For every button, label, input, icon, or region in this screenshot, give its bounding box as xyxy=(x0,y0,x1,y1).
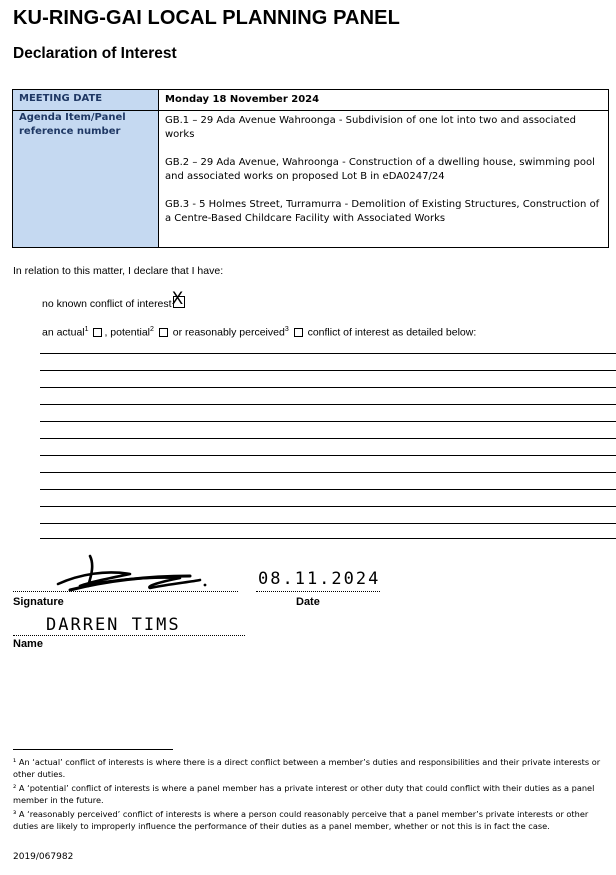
meeting-date-row xyxy=(13,90,609,111)
conflict-option: an actual$^1$ , potential$^2$ or reasonably perceived$^3$ conflict of interest as detailed below: xyxy=(42,326,477,339)
meeting-date-value: Monday 18 November 2024 xyxy=(159,90,609,111)
actual-checkbox[interactable] xyxy=(93,328,102,337)
footnote-ref-2: 2 xyxy=(150,326,154,333)
footnote-divider xyxy=(13,749,173,750)
agenda-item: GB.3 - 5 Holmes Street, Turramurra - Demolition of Existing Structures, Construction of a Centre-Based Childcare Facility with Associated Works xyxy=(165,199,600,224)
perceived-label: or reasonably perceived xyxy=(172,326,285,339)
declaration-intro: In relation to this matter, I declare that I have: xyxy=(13,265,224,277)
no-conflict-option xyxy=(42,289,185,310)
agenda-items xyxy=(159,111,609,248)
date-label: Date xyxy=(296,596,320,608)
date-line[interactable] xyxy=(256,590,380,592)
details-line xyxy=(40,404,616,405)
meeting-date-label: MEETING DATE xyxy=(13,90,159,111)
details-line xyxy=(40,489,616,490)
potential-label: potential xyxy=(110,326,150,339)
details-line xyxy=(40,370,616,371)
details-line xyxy=(40,387,616,388)
details-line xyxy=(40,472,616,473)
footnote-ref-3: 3 xyxy=(284,326,289,333)
conflict-tail-label: conflict of interest as detailed below: xyxy=(307,326,477,339)
details-line xyxy=(40,506,616,507)
perceived-checkbox[interactable] xyxy=(294,328,303,337)
handwritten-signature xyxy=(50,552,210,596)
agenda-row xyxy=(13,111,609,248)
details-line xyxy=(40,455,616,456)
footnotes xyxy=(13,757,603,835)
agenda-item: GB.1 – 29 Ada Avenue Wahroonga - Subdivision of one lot into two and associated works xyxy=(165,115,576,140)
handwritten-name: DARREN TIMS xyxy=(46,615,181,635)
details-line xyxy=(40,523,616,524)
footnote-ref-1: 1 xyxy=(84,326,89,333)
page-subtitle: Declaration of Interest xyxy=(13,45,177,62)
meeting-info-table xyxy=(12,89,609,248)
handwritten-check-mark: X xyxy=(171,289,184,309)
no-conflict-label: no known conflict of interest xyxy=(42,298,172,310)
potential-checkbox[interactable] xyxy=(159,328,168,337)
signature-label: Signature xyxy=(13,596,64,608)
footnote-2: ² A ‘potential’ conflict of interests is where a panel member has a private interest or other duty that could conflict with their duties as a panel member in the future. xyxy=(13,783,595,805)
no-conflict-checkbox[interactable] xyxy=(171,289,185,309)
footnote-3: ³ A ‘reasonably perceived’ conflict of interests is where a person could reasonably perceive that a panel member’s private interests or other duties are likely to improperly influence the performance of their duties as a panel member, whether or not this is in fact the case. xyxy=(13,809,589,831)
details-line xyxy=(40,353,616,354)
footnote-1: ¹ An ‘actual’ conflict of interests is where there is a direct conflict between a member’s duties and responsibilities and their private interests or other duties. xyxy=(13,757,601,779)
name-label: Name xyxy=(13,638,43,650)
details-line xyxy=(40,538,616,539)
agenda-item: GB.2 – 29 Ada Avenue, Wahroonga - Construction of a dwelling house, swimming pool and associated works on proposed Lot B in eDA0247/24 xyxy=(165,157,595,182)
handwritten-date: 08.11.2024 xyxy=(258,569,381,589)
actual-label: an actual xyxy=(42,326,85,339)
document-reference: 2019/067982 xyxy=(13,852,74,862)
details-line xyxy=(40,438,616,439)
page-title: KU-RING-GAI LOCAL PLANNING PANEL xyxy=(13,7,400,29)
agenda-label: Agenda Item/Panel reference number xyxy=(13,111,159,248)
details-line xyxy=(40,421,616,422)
